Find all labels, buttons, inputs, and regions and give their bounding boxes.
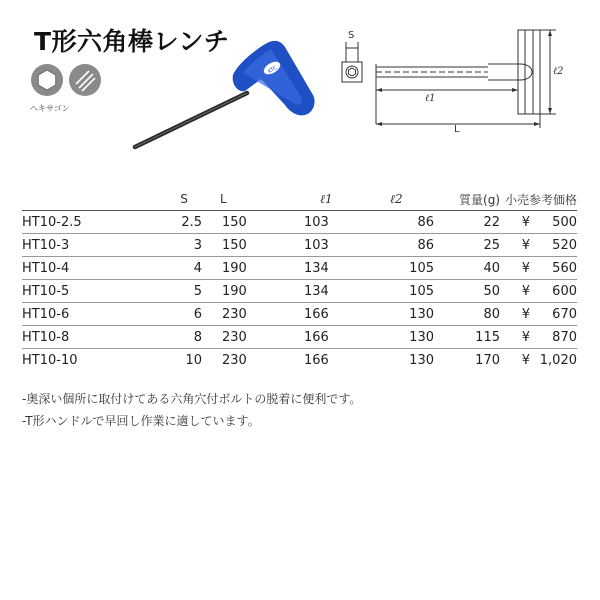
- header-weight: 質量(g): [434, 188, 500, 211]
- table-row: [22, 349, 577, 372]
- note-item: -奥深い個所に取付けてある六角穴付ボルトの脱着に便利です。: [22, 392, 362, 406]
- cell-l: 230: [208, 326, 304, 349]
- cell-s: 6: [140, 303, 208, 326]
- cell-l2: 105: [364, 280, 434, 303]
- cell-model: HT10-2.5: [22, 211, 140, 234]
- cell-l1: 134: [304, 280, 364, 303]
- cell-l: 190: [208, 257, 304, 280]
- diagram-label-L: L: [454, 124, 460, 135]
- hexagon-tip-icon: [30, 63, 64, 97]
- cell-l: 150: [208, 234, 304, 257]
- cell-s: 10: [185, 352, 202, 368]
- cell-l2: 86: [364, 211, 434, 234]
- cell-s: 8: [140, 326, 208, 349]
- cell-model: HT10-10: [22, 352, 78, 368]
- cell-price: 560: [530, 257, 577, 280]
- cell-price: 500: [530, 211, 577, 234]
- cell-yen: ¥: [500, 326, 530, 349]
- cell-weight: 115: [434, 326, 500, 349]
- cell-yen: ¥: [521, 352, 530, 368]
- cell-s: 4: [140, 257, 208, 280]
- cell-l1: 103: [304, 234, 364, 257]
- cell-l1: 134: [304, 257, 364, 280]
- wrench-product-image: [125, 35, 325, 160]
- header-l2: ℓ2: [364, 188, 434, 211]
- diagram-label-l2: ℓ2: [553, 66, 564, 77]
- diagram-label-s: S: [348, 30, 355, 41]
- cell-s: 2.5: [140, 211, 208, 234]
- cell-weight: 40: [434, 257, 500, 280]
- cell-weight: 170: [475, 352, 500, 368]
- cell-price: 670: [530, 303, 577, 326]
- cell-l: 230: [222, 352, 247, 368]
- cell-weight: 50: [434, 280, 500, 303]
- diagram-label-l1: ℓ1: [425, 93, 436, 104]
- cell-l1: 166: [304, 352, 329, 368]
- svg-text:KTC: KTC: [267, 65, 279, 75]
- table-header-row: [22, 188, 577, 211]
- table-row: [22, 303, 577, 326]
- cell-l1: 166: [304, 303, 364, 326]
- cell-l2: 130: [409, 352, 434, 368]
- table-row: [22, 280, 577, 303]
- header-s: S: [140, 188, 208, 211]
- cell-weight: 22: [434, 211, 500, 234]
- cell-model: HT10-4: [22, 257, 140, 280]
- cell-price: 1,020: [539, 352, 577, 368]
- cell-l: 150: [208, 211, 304, 234]
- cell-yen: ¥: [500, 257, 530, 280]
- table-row: [22, 326, 577, 349]
- cell-s: 5: [140, 280, 208, 303]
- cell-weight: 80: [434, 303, 500, 326]
- cell-l2: 105: [364, 257, 434, 280]
- cell-model: HT10-6: [22, 303, 140, 326]
- table-row: [22, 234, 577, 257]
- cell-price: 520: [530, 234, 577, 257]
- cell-yen: ¥: [500, 234, 530, 257]
- cell-model: HT10-8: [22, 326, 140, 349]
- dimension-diagram: [318, 20, 588, 140]
- cell-yen: ¥: [500, 303, 530, 326]
- note-item: -T形ハンドルで早回し作業に適しています。: [22, 414, 260, 428]
- header-price: 小売参考価格: [500, 188, 577, 211]
- cell-s: 3: [140, 234, 208, 257]
- cell-yen: ¥: [500, 280, 530, 303]
- cell-yen: ¥: [500, 211, 530, 234]
- cell-l1: 166: [304, 326, 364, 349]
- cell-l2: 130: [364, 326, 434, 349]
- cell-model: HT10-5: [22, 280, 140, 303]
- cell-l2: 130: [364, 303, 434, 326]
- header-model: [22, 188, 140, 211]
- cell-l1: 103: [304, 211, 364, 234]
- cell-l: 190: [208, 280, 304, 303]
- spec-table: [22, 188, 577, 371]
- header-l: L: [208, 188, 304, 211]
- product-notes: [22, 388, 361, 432]
- cell-price: 600: [530, 280, 577, 303]
- cell-l: 230: [208, 303, 304, 326]
- cell-model: HT10-3: [22, 234, 140, 257]
- cell-l2: 86: [364, 234, 434, 257]
- product-title: T形六角棒レンチ: [34, 27, 230, 56]
- table-row: [22, 257, 577, 280]
- table-row: [22, 211, 577, 234]
- ball-point-icon: [68, 63, 102, 97]
- header-l1: ℓ1: [304, 188, 364, 211]
- cell-weight: 25: [434, 234, 500, 257]
- cell-price: 870: [530, 326, 577, 349]
- hexagon-caption: ヘキサゴン: [30, 104, 70, 113]
